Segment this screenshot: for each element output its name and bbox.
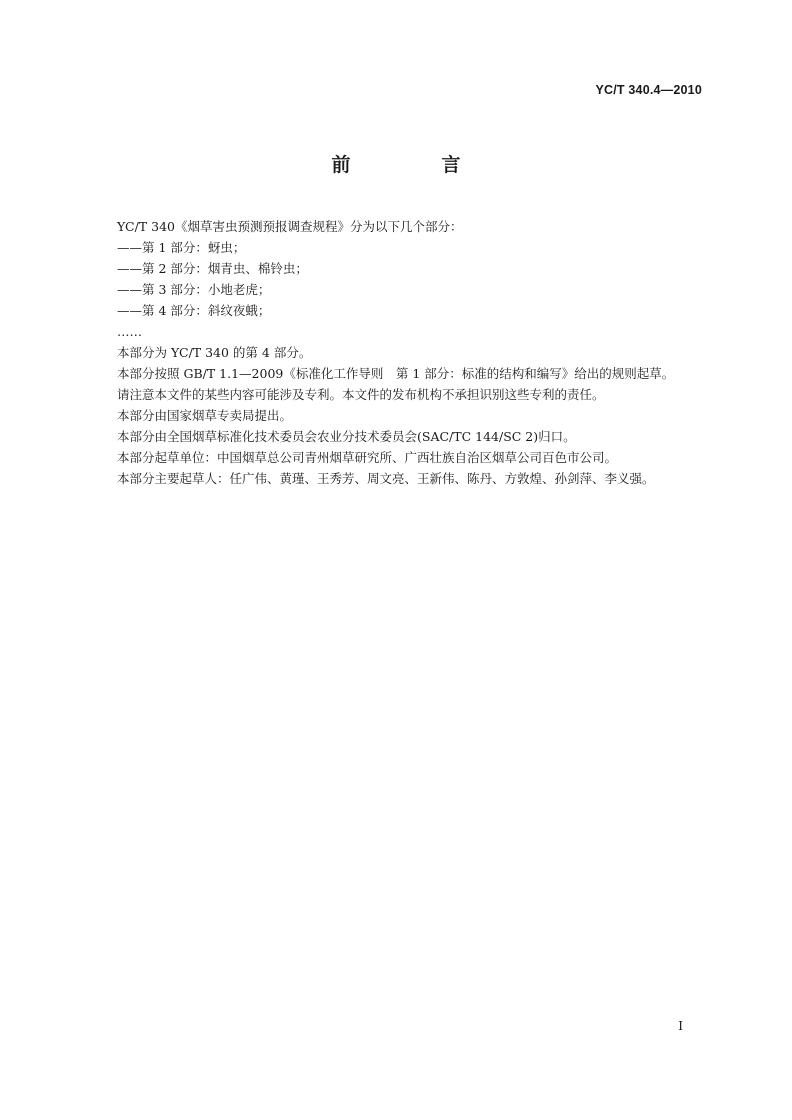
drafters: 本部分主要起草人：任广伟、黄瑾、王秀芳、周文亮、王新伟、陈丹、方敦煌、孙剑萍、李义强。 [117, 471, 655, 486]
intro-paragraph: YC/T 340《烟草害虫预测预报调查规程》分为以下几个部分： [117, 219, 463, 234]
drafting-units: 本部分起草单位：中国烟草总公司青州烟草研究所、广西壮族自治区烟草公司百色市公司。 [117, 450, 618, 465]
page-title: 前 言 [331, 154, 497, 176]
page-number: I [678, 1019, 683, 1033]
committee-statement: 本部分由全国烟草标准化技术委员会农业分技术委员会(SAC/TC 144/SC 2)归口。 [117, 429, 576, 444]
standard-code: YC/T 340.4—2010 [595, 83, 702, 97]
drafting-rules-statement: 本部分按照 GB/T 1.1—2009《标准化工作导则 第 1 部分：标准的结构和编写》给出的规则起草。 [117, 366, 675, 381]
proposer-statement: 本部分由国家烟草专卖局提出。 [117, 408, 293, 423]
part-list-item-3: ——第 3 部分：小地老虎； [117, 282, 271, 297]
patent-notice: 请注意本文件的某些内容可能涉及专利。本文件的发布机构不承担识别这些专利的责任。 [117, 387, 605, 402]
part-list-item-1: ——第 1 部分：蚜虫； [117, 240, 246, 255]
part-list-item-2: ——第 2 部分：烟青虫、棉铃虫； [117, 261, 308, 276]
part-statement: 本部分为 YC/T 340 的第 4 部分。 [117, 345, 312, 360]
ellipsis: …… [117, 324, 142, 339]
foreword-body [117, 216, 717, 489]
part-list-item-4: ——第 4 部分：斜纹夜蛾； [117, 303, 271, 318]
